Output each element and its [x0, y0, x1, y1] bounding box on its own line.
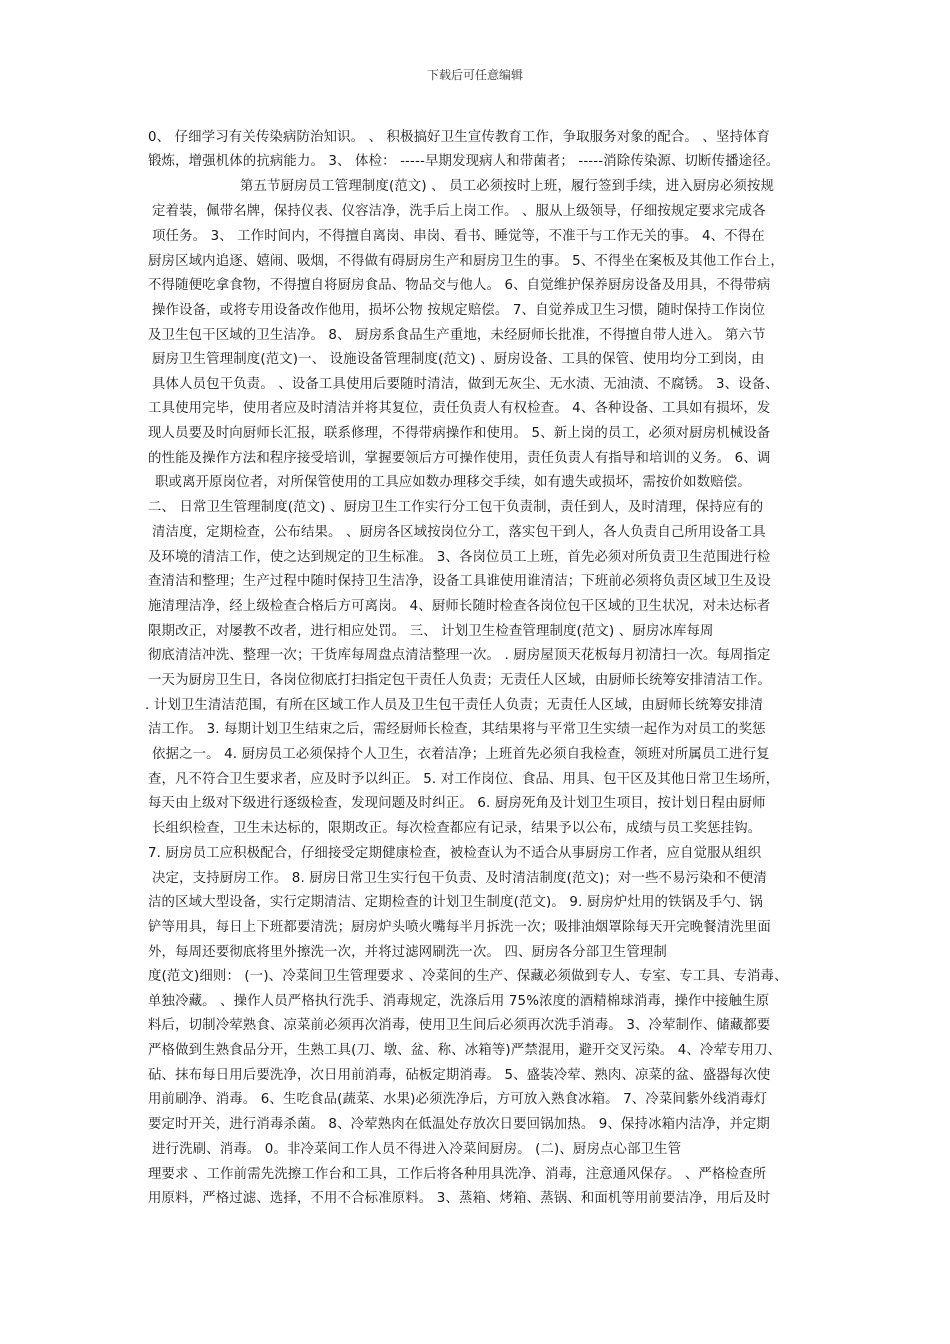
- text-line: 职或离开原岗位者，对所保管使用的工具应如数办理移交手续，如有遗失或损坏，需按价如数赔偿。: [155, 475, 751, 490]
- text-line: 锻炼，增强机体的抗病能力。 3、 体检： -----早期发现病人和带菌者； -----消除传染源、切断传播途径。: [148, 154, 780, 169]
- text-line: 彻底清洁冲洗、整理一次；干货库每周盘点清洁整理一次。 . 厨房屋顶天花板每月初清扫一次。每周指定: [148, 648, 771, 663]
- text-line: 查清洁和整理；生产过程中随时保持卫生洁净，设备工具谁使用谁清洁；下班前必须将负责区域卫生及设: [148, 574, 771, 589]
- text-line: 长组织检查，卫生未达标的，限期改正。每次检查都应有记录，结果予以公布，成绩与员工奖惩挂钩。: [152, 821, 762, 836]
- text-line: 的性能及操作方法和程序接受培训，掌握要领后方可操作使用，责任负责人有指导和培训的义务。 6、调: [148, 451, 771, 466]
- text-line: 决定，支持厨房工作。 8. 厨房日常卫生实行包干负责、及时清洁制度(范文)；对一些不易污染和不便清: [152, 871, 767, 886]
- text-line: 项任务。 3、 工作时间内，不得擅自离岗、串岗、看书、睡觉等，不准干与工作无关的事。 4、不得在: [152, 229, 765, 244]
- text-line: 二、 日常卫生管理制度(范文) 、厨房卫生工作实行分工包干负责制，责任到人，及时清理，保持应有的: [148, 500, 764, 515]
- text-line: 厨房卫生管理制度(范文)一、 设施设备管理制度(范文) 、厨房设备、工具的保管、使用均分工到岗，由: [152, 352, 765, 367]
- text-line: 现人员要及时向厨师长汇报，联系修理，不得带病操作和使用。 5、新上岗的员工，必须对厨房机械设备: [148, 426, 771, 441]
- text-line: 工具使用完毕，使用者应及时清洁并将其复位，责任负责人有权检查。 4、各种设备、工具如有损坏，发: [148, 401, 771, 416]
- text-line: 严格做到生熟食品分开，生熟工具(刀、墩、盆、称、冰箱等)严禁混用，避开交叉污染。 4、冷荤专用刀、: [148, 1043, 782, 1058]
- text-line: 限期改正，对屡教不改者，进行相应处罚。 三、 计划卫生检查管理制度(范文) 、厨房冰库每周: [148, 624, 714, 639]
- text-line: 具体人员包干负责。 、设备工具使用后要随时清洁，做到无灰尘、无水渍、无油渍、不腐锈。 3、设备、: [152, 377, 779, 392]
- text-line: 用前刷净、消毒。 6、生吃食品(蔬菜、水果)必须洗净后，方可放入熟食冰箱。 7、冷菜间紫外线消毒灯: [148, 1092, 768, 1107]
- text-line: 用原料，严格过滤、选择，不用不合标准原料。 3、蒸箱、烤箱、蒸锅、和面机等用前要洁净，用后及时: [148, 1191, 771, 1206]
- text-line: 操作设备，或将专用设备改作他用，损坏公物 按规定赔偿。 7、自觉养成卫生习惯，随时保持工作岗位: [152, 303, 766, 318]
- text-line: 0、 仔细学习有关传染病防治知识。 、 积极搞好卫生宣传教育工作，争取服务对象的配合。 、坚持体育: [148, 130, 771, 145]
- text-line: 要定时开关，进行消毒杀菌。 8、冷荤熟肉在低温处存放次日要回锅加热。 9、保持冰箱内洁净，并定期: [148, 1117, 770, 1132]
- text-line: 每天由上级对下级进行逐级检查，发现问题及时纠正。 6. 厨房死角及计划卫生项目，按计划日程由厨师: [148, 796, 766, 811]
- text-line: 不得随便吃拿食物，不得擅自将厨房食品、物品交与他人。 6、自觉维护保养厨房设备及用具，不得带病: [148, 278, 771, 293]
- page-header: 下载后可任意编辑: [426, 68, 523, 82]
- text-line: 厨房区域内追逐、嬉闹、吸烟，不得做有碍厨房生产和厨房卫生的事。 5、不得坐在案板及其他工作台上，: [148, 254, 784, 269]
- text-line: 洁工作。 3. 每期计划卫生结束之后，需经厨师长检查，其结果将与平常卫生实绩一起作为对员工的奖惩: [148, 722, 766, 737]
- text-line: 第五节厨房员工管理制度(范文) 、 员工必须按时上班，履行签到手续，进入厨房必须按规: [240, 179, 775, 194]
- text-line: 清洁度，定期检查，公布结果。 、厨房各区域按岗位分工，落实包干到人，各人负责自己所用设备工具: [152, 525, 766, 540]
- text-line: 定着装，佩带名牌，保持仪表、仪容洁净，洗手后上岗工作。 、服从上级领导，仔细按规定要求完成各: [152, 204, 766, 219]
- text-line: 料后，切制冷荤熟食、凉菜前必须再次消毒，使用卫生间后必须再次洗手消毒。 3、冷荤制作、储藏都要: [148, 1018, 771, 1033]
- text-line: . 计划卫生清洁范围，有所在区域工作人员及卫生包干责任人负责；无责任人区域，由厨师长统筹安排清: [145, 698, 764, 713]
- text-line: 外，每周还要彻底将里外擦洗一次，并将过滤网刷洗一次。 四、厨房各分部卫生管理制: [148, 945, 667, 960]
- text-line: 7. 厨房员工应积极配合，仔细接受定期健康检查，被检查认为不适合从事厨房工作者，应自觉服从组织: [148, 846, 762, 861]
- text-line: 查，凡不符合卫生要求者，应及时予以纠正。 5. 对工作岗位、食品、用具、包干区及其他日常卫生场所，: [148, 772, 780, 787]
- text-line: 依据之一。 4. 厨房员工必须保持个人卫生，衣着洁净；上班首先必须自我检查，领班对所属员工进行复: [152, 747, 770, 762]
- text-line: 洁的区域大型设备，实行定期清洁、定期检查的计划卫生制度(范文)。 9. 厨房炉灶用的铁锅及手勺、锅: [148, 895, 763, 910]
- text-line: 单独冷藏。 、操作人员严格执行洗手、消毒规定，洗涤后用 75%浓度的酒精棉球消毒，操作中接触生原: [148, 994, 770, 1009]
- text-line: 砧、抹布每日用后要洗净，次日用前消毒，砧板定期消毒。 5、盛装冷荤、熟肉、凉菜的盆、盛器每次使: [148, 1068, 771, 1083]
- text-line: 施清理洁净，经上级检查合格后方可离岗。 4、厨师长随时检查各岗位包干区域的卫生状况，对未达标者: [148, 599, 771, 614]
- text-line: 进行洗刷、消毒。 0。非冷菜间工作人员不得进入冷菜间厨房。 (二)、厨房点心部卫生管: [152, 1142, 682, 1157]
- text-line: 一天为厨房卫生日，各岗位彻底打扫指定包干责任人负责；无责任人区域，由厨师长统筹安排清洁工作。: [148, 673, 771, 688]
- text-line: 理要求 、工作前需先洗擦工作台和工具，工作后将各种用具洗净、消毒，注意通风保存。 、严格检查所: [148, 1167, 767, 1182]
- text-line: 铲等用具，每日上下班都要清洗；厨房炉头喷火嘴每半月拆洗一次；吸排油烟罩除每天开完晚餐清洗里面: [148, 920, 771, 935]
- text-line: 度(范文)细则： (一)、冷菜间卫生管理要求 、冷菜间的生产、保藏必须做到专人、专室、专工具、专消毒、: [148, 969, 788, 984]
- text-line: 及环境的清洁工作，使之达到规定的卫生标准。 3、各岗位员工上班，首先必须对所负责卫生范围进行检: [148, 550, 771, 565]
- text-line: 及卫生包干区域的卫生洁净。 8、 厨房系食品生产重地，未经厨师长批准，不得擅自带人进入。 第六节: [148, 328, 766, 343]
